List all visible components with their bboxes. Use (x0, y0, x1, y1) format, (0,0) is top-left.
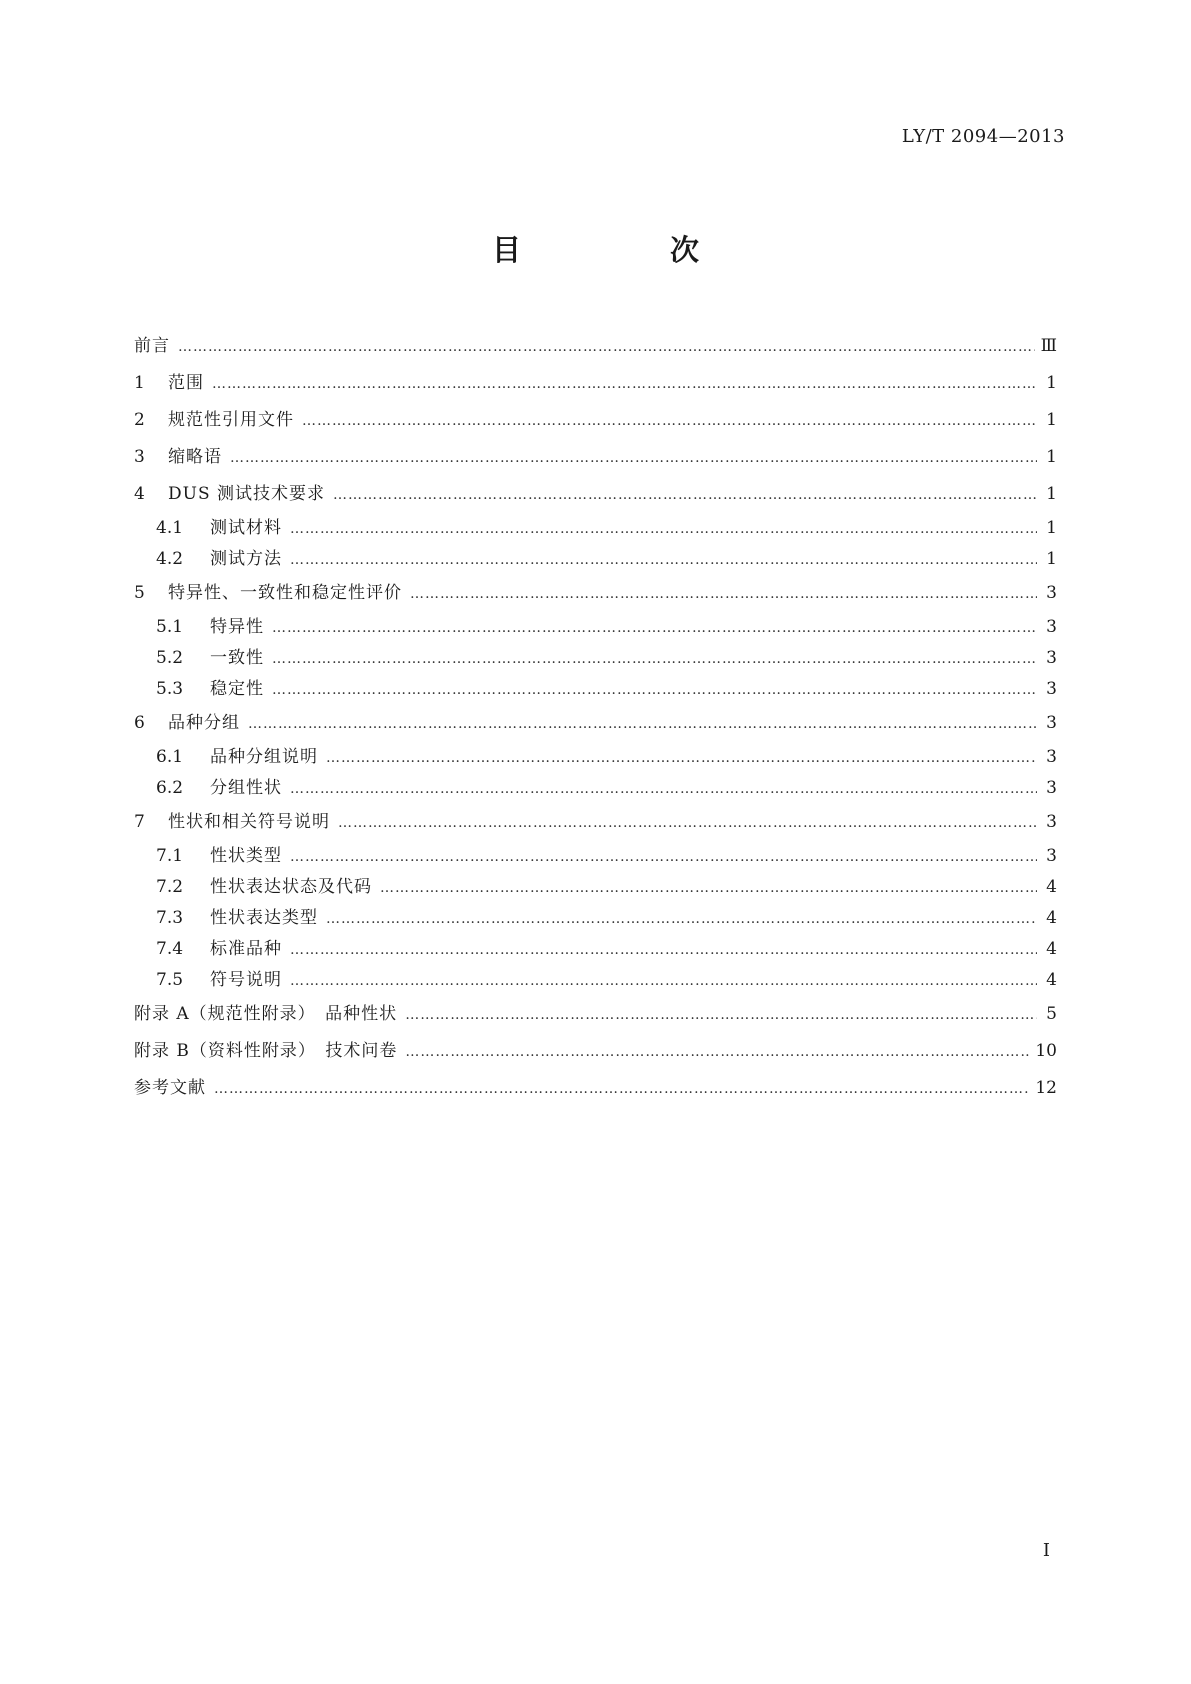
toc-entry-title: 标准品种 (210, 939, 282, 959)
toc-entry-title: 参考文献 (134, 1078, 206, 1098)
toc-entry-page: 3 (1046, 778, 1057, 798)
toc-entry-number: 7.2 (156, 877, 184, 897)
toc-entry[interactable] (134, 513, 1057, 544)
toc-entry-page: 1 (1046, 447, 1057, 467)
toc-dot-leader (212, 366, 1037, 403)
toc-entry-number: 3 (134, 447, 145, 467)
toc-entry-page: 1 (1046, 410, 1057, 430)
toc-entry[interactable] (134, 439, 1057, 476)
toc-entry[interactable] (134, 575, 1057, 612)
toc-entry-page: 3 (1046, 812, 1057, 832)
toc-entry-title: 附录 B（资料性附录） 技术问卷 (134, 1041, 398, 1061)
toc-entry-title: 缩略语 (168, 447, 222, 467)
toc-dot-leader (326, 904, 1037, 935)
toc-entry-page: Ⅲ (1040, 336, 1057, 356)
toc-entry[interactable] (134, 996, 1057, 1033)
toc-entry-page: 4 (1046, 908, 1057, 928)
toc-entry-number: 1 (134, 373, 145, 393)
toc-entry-title: 分组性状 (210, 778, 282, 798)
toc-entry[interactable] (134, 674, 1057, 705)
toc-dot-leader (338, 805, 1037, 842)
toc-entry-number: 6.2 (156, 778, 184, 798)
toc-entry-title: 特异性 (210, 617, 264, 637)
toc-dot-leader (272, 644, 1037, 675)
toc-entry-title: 性状和相关符号说明 (168, 812, 330, 832)
toc-entry-page: 3 (1046, 747, 1057, 767)
table-of-contents (134, 328, 1057, 1107)
toc-entry[interactable] (134, 365, 1057, 402)
toc-dot-leader (248, 706, 1037, 743)
toc-entry[interactable] (134, 328, 1057, 365)
toc-entry-page: 1 (1046, 549, 1057, 569)
toc-entry[interactable] (134, 742, 1057, 773)
toc-entry-title: 范围 (168, 373, 204, 393)
toc-dot-leader (405, 997, 1037, 1034)
page-number: I (1042, 1540, 1050, 1561)
toc-entry[interactable] (134, 402, 1057, 439)
toc-entry[interactable] (134, 1033, 1057, 1070)
toc-entry-title: 测试材料 (210, 518, 282, 538)
toc-dot-leader (178, 329, 1035, 366)
toc-entry-title: 稳定性 (210, 679, 264, 699)
toc-entry-page: 3 (1046, 713, 1057, 733)
toc-entry-title: 性状表达状态及代码 (210, 877, 372, 897)
toc-entry-page: 3 (1046, 679, 1057, 699)
toc-entry[interactable] (134, 903, 1057, 934)
toc-entry-page: 3 (1046, 846, 1057, 866)
toc-entry-number: 2 (134, 410, 145, 430)
toc-entry-title: 符号说明 (210, 970, 282, 990)
toc-dot-leader (290, 966, 1037, 997)
toc-entry-title: 测试方法 (210, 549, 282, 569)
toc-entry-page: 12 (1035, 1078, 1057, 1098)
toc-entry[interactable] (134, 773, 1057, 804)
toc-dot-leader (290, 935, 1037, 966)
toc-entry-number: 5.1 (156, 617, 184, 637)
toc-entry-title: 一致性 (210, 648, 264, 668)
toc-entry-title: 品种分组说明 (210, 747, 318, 767)
toc-entry[interactable] (134, 934, 1057, 965)
toc-dot-leader (290, 545, 1037, 576)
toc-entry-page: 1 (1046, 373, 1057, 393)
toc-dot-leader (302, 403, 1037, 440)
toc-entry-page: 4 (1046, 970, 1057, 990)
toc-entry-number: 7.4 (156, 939, 184, 959)
toc-entry[interactable] (134, 1070, 1057, 1107)
toc-entry-title: 前言 (134, 336, 170, 356)
toc-entry[interactable] (134, 612, 1057, 643)
toc-entry-number: 4.1 (156, 518, 184, 538)
toc-entry[interactable] (134, 804, 1057, 841)
toc-entry-number: 6 (134, 713, 145, 733)
toc-dot-leader (230, 440, 1037, 477)
toc-dot-leader (290, 842, 1037, 873)
toc-entry-number: 4 (134, 484, 145, 504)
toc-entry-page: 3 (1046, 648, 1057, 668)
toc-entry[interactable] (134, 705, 1057, 742)
toc-entry-number: 5.3 (156, 679, 184, 699)
toc-entry-title: 附录 A（规范性附录） 品种性状 (134, 1004, 398, 1024)
toc-dot-leader (405, 1034, 1029, 1071)
toc-entry-number: 7.3 (156, 908, 184, 928)
toc-dot-leader (290, 514, 1037, 545)
toc-entry[interactable] (134, 965, 1057, 996)
toc-entry-page: 4 (1046, 939, 1057, 959)
toc-dot-leader (290, 774, 1037, 805)
toc-entry-page: 5 (1046, 1004, 1057, 1024)
toc-title: 目 次 (491, 233, 759, 267)
toc-entry-title: DUS 测试技术要求 (168, 484, 326, 504)
toc-entry[interactable] (134, 643, 1057, 674)
toc-entry-title: 性状类型 (210, 846, 282, 866)
toc-entry-number: 7.5 (156, 970, 184, 990)
standard-code: LY/T 2094—2013 (901, 126, 1065, 147)
toc-entry-title: 特异性、一致性和稳定性评价 (168, 583, 402, 603)
toc-entry[interactable] (134, 872, 1057, 903)
toc-entry-title: 品种分组 (168, 713, 240, 733)
toc-dot-leader (333, 477, 1037, 514)
toc-dot-leader (410, 576, 1037, 613)
toc-entry-page: 4 (1046, 877, 1057, 897)
toc-dot-leader (272, 675, 1037, 706)
toc-dot-leader (272, 613, 1037, 644)
toc-entry-number: 5.2 (156, 648, 184, 668)
toc-entry-page: 3 (1046, 583, 1057, 603)
toc-entry-number: 7.1 (156, 846, 184, 866)
toc-entry[interactable] (134, 544, 1057, 575)
toc-dot-leader (214, 1071, 1029, 1108)
toc-entry-page: 1 (1046, 518, 1057, 538)
toc-entry-number: 4.2 (156, 549, 184, 569)
toc-dot-leader (380, 873, 1037, 904)
toc-entry-page: 10 (1035, 1041, 1057, 1061)
toc-entry-number: 7 (134, 812, 145, 832)
toc-entry[interactable] (134, 841, 1057, 872)
toc-entry-page: 1 (1046, 484, 1057, 504)
toc-dot-leader (326, 743, 1037, 774)
toc-entry[interactable] (134, 476, 1057, 513)
toc-entry-page: 3 (1046, 617, 1057, 637)
toc-entry-number: 6.1 (156, 747, 184, 767)
toc-entry-title: 规范性引用文件 (168, 410, 294, 430)
toc-entry-number: 5 (134, 583, 145, 603)
toc-entry-title: 性状表达类型 (210, 908, 318, 928)
